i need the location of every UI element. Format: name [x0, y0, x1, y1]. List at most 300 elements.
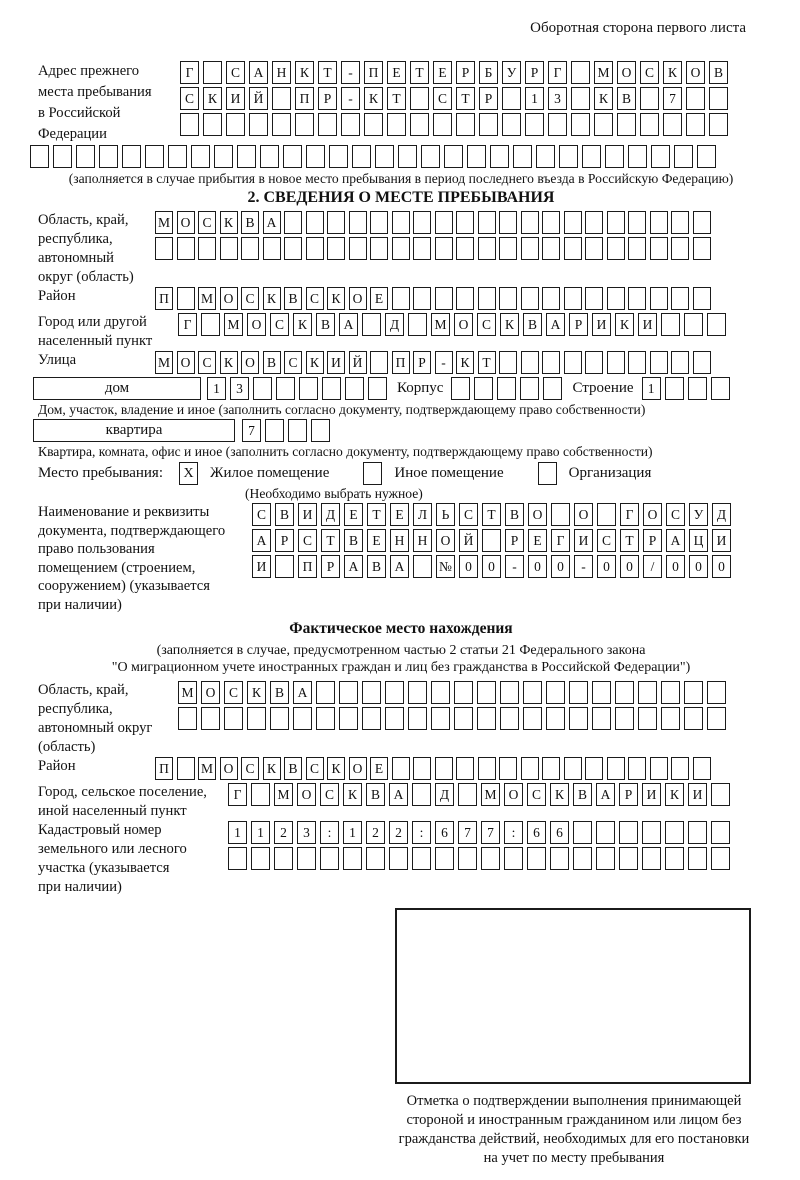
char-cell[interactable]: К	[594, 87, 613, 110]
char-cell[interactable]: О	[349, 287, 367, 310]
char-cell[interactable]: 1	[228, 821, 247, 844]
char-cell[interactable]: М	[198, 287, 216, 310]
char-cell[interactable]	[431, 707, 450, 730]
char-cell[interactable]: П	[295, 87, 314, 110]
char-cell[interactable]: Р	[479, 87, 498, 110]
char-cell[interactable]: 1	[343, 821, 362, 844]
char-cell[interactable]	[542, 237, 560, 260]
char-cell[interactable]	[661, 707, 680, 730]
char-cell[interactable]: Н	[272, 61, 291, 84]
char-cell[interactable]	[177, 287, 195, 310]
char-cell[interactable]: В	[617, 87, 636, 110]
char-cell[interactable]	[168, 145, 187, 168]
char-cell[interactable]: 2	[366, 821, 385, 844]
char-cell[interactable]: М	[155, 351, 173, 374]
char-cell[interactable]: 6	[550, 821, 569, 844]
char-cell[interactable]: 0	[482, 555, 501, 578]
char-cell[interactable]	[343, 847, 362, 870]
char-cell[interactable]	[253, 377, 272, 400]
char-cell[interactable]	[671, 351, 689, 374]
char-cell[interactable]	[542, 287, 560, 310]
char-cell[interactable]: -	[505, 555, 524, 578]
char-cell[interactable]	[711, 847, 730, 870]
char-cell[interactable]	[585, 757, 603, 780]
char-cell[interactable]: С	[270, 313, 289, 336]
char-cell[interactable]: 1	[642, 377, 661, 400]
char-cell[interactable]	[688, 821, 707, 844]
char-cell[interactable]	[306, 237, 324, 260]
char-cell[interactable]	[362, 681, 381, 704]
char-cell[interactable]	[582, 145, 601, 168]
char-cell[interactable]: Е	[387, 61, 406, 84]
char-cell[interactable]	[650, 237, 668, 260]
char-cell[interactable]: Д	[435, 783, 454, 806]
char-cell[interactable]: М	[274, 783, 293, 806]
char-cell[interactable]	[368, 377, 387, 400]
char-cell[interactable]	[408, 681, 427, 704]
char-cell[interactable]	[642, 847, 661, 870]
char-cell[interactable]	[573, 847, 592, 870]
char-cell[interactable]	[276, 377, 295, 400]
checkbox-residential[interactable]: X	[179, 462, 198, 485]
char-cell[interactable]	[542, 757, 560, 780]
char-cell[interactable]	[456, 237, 474, 260]
char-cell[interactable]	[198, 237, 216, 260]
char-cell[interactable]	[293, 707, 312, 730]
char-cell[interactable]: Т	[620, 529, 639, 552]
char-cell[interactable]: У	[689, 503, 708, 526]
char-cell[interactable]	[671, 287, 689, 310]
char-cell[interactable]	[693, 757, 711, 780]
char-cell[interactable]: В	[709, 61, 728, 84]
char-cell[interactable]	[711, 783, 730, 806]
char-cell[interactable]: К	[343, 783, 362, 806]
char-cell[interactable]	[686, 87, 705, 110]
char-cell[interactable]	[329, 145, 348, 168]
char-cell[interactable]	[619, 821, 638, 844]
char-cell[interactable]: 7	[242, 419, 261, 442]
char-cell[interactable]	[474, 377, 493, 400]
char-cell[interactable]: -	[341, 87, 360, 110]
char-cell[interactable]	[665, 377, 684, 400]
char-cell[interactable]	[640, 113, 659, 136]
char-cell[interactable]: Т	[321, 529, 340, 552]
char-cell[interactable]	[684, 707, 703, 730]
char-cell[interactable]	[688, 377, 707, 400]
char-cell[interactable]: Г	[551, 529, 570, 552]
char-cell[interactable]: О	[504, 783, 523, 806]
char-cell[interactable]	[299, 377, 318, 400]
char-cell[interactable]	[408, 313, 427, 336]
char-cell[interactable]	[341, 113, 360, 136]
char-cell[interactable]	[546, 681, 565, 704]
char-cell[interactable]: И	[688, 783, 707, 806]
char-cell[interactable]	[275, 555, 294, 578]
char-cell[interactable]: О	[617, 61, 636, 84]
char-cell[interactable]	[456, 211, 474, 234]
char-cell[interactable]: К	[203, 87, 222, 110]
char-cell[interactable]: С	[306, 757, 324, 780]
char-cell[interactable]: С	[252, 503, 271, 526]
char-cell[interactable]	[502, 87, 521, 110]
char-cell[interactable]	[661, 681, 680, 704]
char-cell[interactable]	[456, 757, 474, 780]
char-cell[interactable]: К	[500, 313, 519, 336]
char-cell[interactable]: 7	[481, 821, 500, 844]
char-cell[interactable]: Е	[528, 529, 547, 552]
char-cell[interactable]	[521, 757, 539, 780]
char-cell[interactable]: И	[574, 529, 593, 552]
char-cell[interactable]	[274, 847, 293, 870]
char-cell[interactable]: Т	[367, 503, 386, 526]
char-cell[interactable]	[398, 145, 417, 168]
char-cell[interactable]	[392, 211, 410, 234]
char-cell[interactable]: В	[505, 503, 524, 526]
char-cell[interactable]: /	[643, 555, 662, 578]
char-cell[interactable]: Ь	[436, 503, 455, 526]
char-cell[interactable]: Т	[410, 61, 429, 84]
char-cell[interactable]	[607, 351, 625, 374]
char-cell[interactable]: А	[263, 211, 281, 234]
char-cell[interactable]: Е	[370, 287, 388, 310]
char-cell[interactable]	[707, 707, 726, 730]
char-cell[interactable]: Й	[349, 351, 367, 374]
char-cell[interactable]	[523, 681, 542, 704]
char-cell[interactable]	[525, 113, 544, 136]
char-cell[interactable]: О	[686, 61, 705, 84]
char-cell[interactable]	[392, 287, 410, 310]
char-cell[interactable]	[177, 237, 195, 260]
char-cell[interactable]	[284, 211, 302, 234]
char-cell[interactable]: №	[436, 555, 455, 578]
char-cell[interactable]	[478, 211, 496, 234]
char-cell[interactable]: :	[504, 821, 523, 844]
char-cell[interactable]: К	[220, 351, 238, 374]
char-cell[interactable]: О	[220, 287, 238, 310]
char-cell[interactable]	[592, 707, 611, 730]
char-cell[interactable]	[585, 237, 603, 260]
char-cell[interactable]: Е	[433, 61, 452, 84]
char-cell[interactable]	[284, 237, 302, 260]
char-cell[interactable]: И	[327, 351, 345, 374]
char-cell[interactable]: Г	[228, 783, 247, 806]
char-cell[interactable]	[385, 681, 404, 704]
char-cell[interactable]	[661, 313, 680, 336]
char-cell[interactable]: А	[339, 313, 358, 336]
char-cell[interactable]	[477, 707, 496, 730]
char-cell[interactable]	[435, 211, 453, 234]
char-cell[interactable]: -	[435, 351, 453, 374]
char-cell[interactable]	[521, 237, 539, 260]
char-cell[interactable]	[513, 145, 532, 168]
char-cell[interactable]	[499, 211, 517, 234]
char-cell[interactable]: К	[364, 87, 383, 110]
char-cell[interactable]: В	[284, 287, 302, 310]
char-cell[interactable]	[520, 377, 539, 400]
char-cell[interactable]: 0	[620, 555, 639, 578]
char-cell[interactable]	[478, 757, 496, 780]
char-cell[interactable]	[500, 681, 519, 704]
char-cell[interactable]: Н	[390, 529, 409, 552]
char-cell[interactable]	[499, 757, 517, 780]
char-cell[interactable]: Е	[367, 529, 386, 552]
char-cell[interactable]: Р	[413, 351, 431, 374]
char-cell[interactable]: О	[177, 351, 195, 374]
char-cell[interactable]: К	[615, 313, 634, 336]
char-cell[interactable]	[585, 351, 603, 374]
char-cell[interactable]	[594, 113, 613, 136]
char-cell[interactable]: П	[392, 351, 410, 374]
char-cell[interactable]	[605, 145, 624, 168]
char-cell[interactable]	[214, 145, 233, 168]
char-cell[interactable]: В	[316, 313, 335, 336]
char-cell[interactable]	[288, 419, 307, 442]
char-cell[interactable]	[76, 145, 95, 168]
char-cell[interactable]	[385, 707, 404, 730]
char-cell[interactable]: 6	[527, 821, 546, 844]
char-cell[interactable]: С	[284, 351, 302, 374]
char-cell[interactable]: Р	[525, 61, 544, 84]
char-cell[interactable]	[249, 113, 268, 136]
char-cell[interactable]	[408, 707, 427, 730]
char-cell[interactable]	[387, 113, 406, 136]
char-cell[interactable]	[413, 555, 432, 578]
char-cell[interactable]	[155, 237, 173, 260]
char-cell[interactable]: Р	[619, 783, 638, 806]
char-cell[interactable]	[521, 211, 539, 234]
char-cell[interactable]	[362, 707, 381, 730]
char-cell[interactable]: Т	[456, 87, 475, 110]
char-cell[interactable]	[433, 113, 452, 136]
char-cell[interactable]	[30, 145, 49, 168]
char-cell[interactable]: Г	[548, 61, 567, 84]
char-cell[interactable]	[709, 113, 728, 136]
char-cell[interactable]	[615, 707, 634, 730]
char-cell[interactable]	[607, 287, 625, 310]
char-cell[interactable]	[316, 681, 335, 704]
char-cell[interactable]: К	[263, 287, 281, 310]
char-cell[interactable]	[628, 287, 646, 310]
char-cell[interactable]	[707, 681, 726, 704]
char-cell[interactable]	[497, 377, 516, 400]
char-cell[interactable]: Т	[318, 61, 337, 84]
char-cell[interactable]: И	[298, 503, 317, 526]
char-cell[interactable]	[693, 287, 711, 310]
char-cell[interactable]	[435, 847, 454, 870]
char-cell[interactable]	[410, 87, 429, 110]
char-cell[interactable]	[499, 351, 517, 374]
char-cell[interactable]: К	[247, 681, 266, 704]
char-cell[interactable]	[671, 237, 689, 260]
char-cell[interactable]: Е	[390, 503, 409, 526]
char-cell[interactable]: А	[389, 783, 408, 806]
char-cell[interactable]	[571, 113, 590, 136]
char-cell[interactable]: А	[293, 681, 312, 704]
char-cell[interactable]	[640, 87, 659, 110]
char-cell[interactable]: И	[638, 313, 657, 336]
char-cell[interactable]	[327, 211, 345, 234]
char-cell[interactable]	[628, 237, 646, 260]
char-cell[interactable]	[306, 211, 324, 234]
char-cell[interactable]: О	[528, 503, 547, 526]
char-cell[interactable]	[619, 847, 638, 870]
char-cell[interactable]	[251, 847, 270, 870]
char-cell[interactable]	[370, 211, 388, 234]
char-cell[interactable]: П	[298, 555, 317, 578]
char-cell[interactable]	[283, 145, 302, 168]
char-cell[interactable]	[504, 847, 523, 870]
char-cell[interactable]	[413, 757, 431, 780]
char-cell[interactable]	[431, 681, 450, 704]
char-cell[interactable]: 1	[251, 821, 270, 844]
char-cell[interactable]	[412, 847, 431, 870]
char-cell[interactable]	[543, 377, 562, 400]
char-cell[interactable]	[521, 351, 539, 374]
char-cell[interactable]: Е	[344, 503, 363, 526]
char-cell[interactable]: Т	[387, 87, 406, 110]
char-cell[interactable]	[693, 351, 711, 374]
char-cell[interactable]	[191, 145, 210, 168]
char-cell[interactable]: 3	[548, 87, 567, 110]
char-cell[interactable]	[370, 237, 388, 260]
char-cell[interactable]: С	[180, 87, 199, 110]
char-cell[interactable]: И	[252, 555, 271, 578]
char-cell[interactable]	[479, 113, 498, 136]
char-cell[interactable]	[122, 145, 141, 168]
char-cell[interactable]: К	[665, 783, 684, 806]
char-cell[interactable]	[571, 61, 590, 84]
char-cell[interactable]: С	[224, 681, 243, 704]
char-cell[interactable]	[499, 237, 517, 260]
char-cell[interactable]	[596, 821, 615, 844]
char-cell[interactable]	[454, 681, 473, 704]
char-cell[interactable]: В	[241, 211, 259, 234]
char-cell[interactable]: Р	[321, 555, 340, 578]
char-cell[interactable]: М	[155, 211, 173, 234]
char-cell[interactable]	[272, 113, 291, 136]
char-cell[interactable]: В	[367, 555, 386, 578]
char-cell[interactable]: О	[297, 783, 316, 806]
char-cell[interactable]: А	[249, 61, 268, 84]
char-cell[interactable]: С	[298, 529, 317, 552]
char-cell[interactable]: Т	[482, 503, 501, 526]
char-cell[interactable]	[711, 377, 730, 400]
char-cell[interactable]	[548, 113, 567, 136]
char-cell[interactable]: :	[320, 821, 339, 844]
char-cell[interactable]	[628, 757, 646, 780]
char-cell[interactable]: С	[433, 87, 452, 110]
char-cell[interactable]	[650, 287, 668, 310]
char-cell[interactable]	[665, 821, 684, 844]
char-cell[interactable]: Р	[569, 313, 588, 336]
char-cell[interactable]	[650, 211, 668, 234]
char-cell[interactable]: 7	[458, 821, 477, 844]
char-cell[interactable]: 0	[689, 555, 708, 578]
char-cell[interactable]	[53, 145, 72, 168]
char-cell[interactable]: В	[366, 783, 385, 806]
char-cell[interactable]	[251, 783, 270, 806]
char-cell[interactable]: И	[226, 87, 245, 110]
char-cell[interactable]	[349, 237, 367, 260]
char-cell[interactable]: А	[252, 529, 271, 552]
char-cell[interactable]	[224, 707, 243, 730]
char-cell[interactable]: М	[178, 681, 197, 704]
char-cell[interactable]: В	[270, 681, 289, 704]
char-cell[interactable]: 3	[230, 377, 249, 400]
char-cell[interactable]	[628, 211, 646, 234]
char-cell[interactable]	[490, 145, 509, 168]
char-cell[interactable]	[585, 211, 603, 234]
char-cell[interactable]	[478, 287, 496, 310]
char-cell[interactable]	[499, 287, 517, 310]
char-cell[interactable]: Р	[505, 529, 524, 552]
char-cell[interactable]	[671, 757, 689, 780]
char-cell[interactable]: Й	[249, 87, 268, 110]
char-cell[interactable]: Е	[370, 757, 388, 780]
char-cell[interactable]	[389, 847, 408, 870]
char-cell[interactable]	[592, 681, 611, 704]
char-cell[interactable]	[564, 211, 582, 234]
char-cell[interactable]	[316, 707, 335, 730]
char-cell[interactable]: О	[177, 211, 195, 234]
char-cell[interactable]: Л	[413, 503, 432, 526]
char-cell[interactable]	[693, 237, 711, 260]
char-cell[interactable]: В	[284, 757, 302, 780]
char-cell[interactable]: 0	[459, 555, 478, 578]
char-cell[interactable]	[247, 707, 266, 730]
char-cell[interactable]: 2	[389, 821, 408, 844]
char-cell[interactable]: К	[293, 313, 312, 336]
char-cell[interactable]	[607, 211, 625, 234]
char-cell[interactable]: Р	[318, 87, 337, 110]
char-cell[interactable]: С	[320, 783, 339, 806]
char-cell[interactable]	[709, 87, 728, 110]
char-cell[interactable]	[413, 237, 431, 260]
char-cell[interactable]	[651, 145, 670, 168]
char-cell[interactable]: О	[643, 503, 662, 526]
char-cell[interactable]: К	[295, 61, 314, 84]
char-cell[interactable]: М	[198, 757, 216, 780]
char-cell[interactable]: П	[155, 287, 173, 310]
char-cell[interactable]: П	[364, 61, 383, 84]
char-cell[interactable]: 1	[525, 87, 544, 110]
char-cell[interactable]: С	[198, 351, 216, 374]
char-cell[interactable]: О	[454, 313, 473, 336]
char-cell[interactable]: М	[481, 783, 500, 806]
char-cell[interactable]: М	[594, 61, 613, 84]
char-cell[interactable]: С	[477, 313, 496, 336]
char-cell[interactable]	[456, 287, 474, 310]
char-cell[interactable]: К	[663, 61, 682, 84]
char-cell[interactable]	[571, 87, 590, 110]
char-cell[interactable]	[339, 681, 358, 704]
char-cell[interactable]	[370, 351, 388, 374]
char-cell[interactable]	[607, 237, 625, 260]
char-cell[interactable]	[203, 61, 222, 84]
char-cell[interactable]: Р	[456, 61, 475, 84]
char-cell[interactable]	[564, 757, 582, 780]
char-cell[interactable]	[542, 351, 560, 374]
char-cell[interactable]	[458, 847, 477, 870]
char-cell[interactable]: К	[456, 351, 474, 374]
char-cell[interactable]	[392, 757, 410, 780]
char-cell[interactable]	[203, 113, 222, 136]
char-cell[interactable]	[585, 287, 603, 310]
char-cell[interactable]	[615, 681, 634, 704]
char-cell[interactable]	[177, 757, 195, 780]
char-cell[interactable]: О	[574, 503, 593, 526]
char-cell[interactable]: С	[640, 61, 659, 84]
